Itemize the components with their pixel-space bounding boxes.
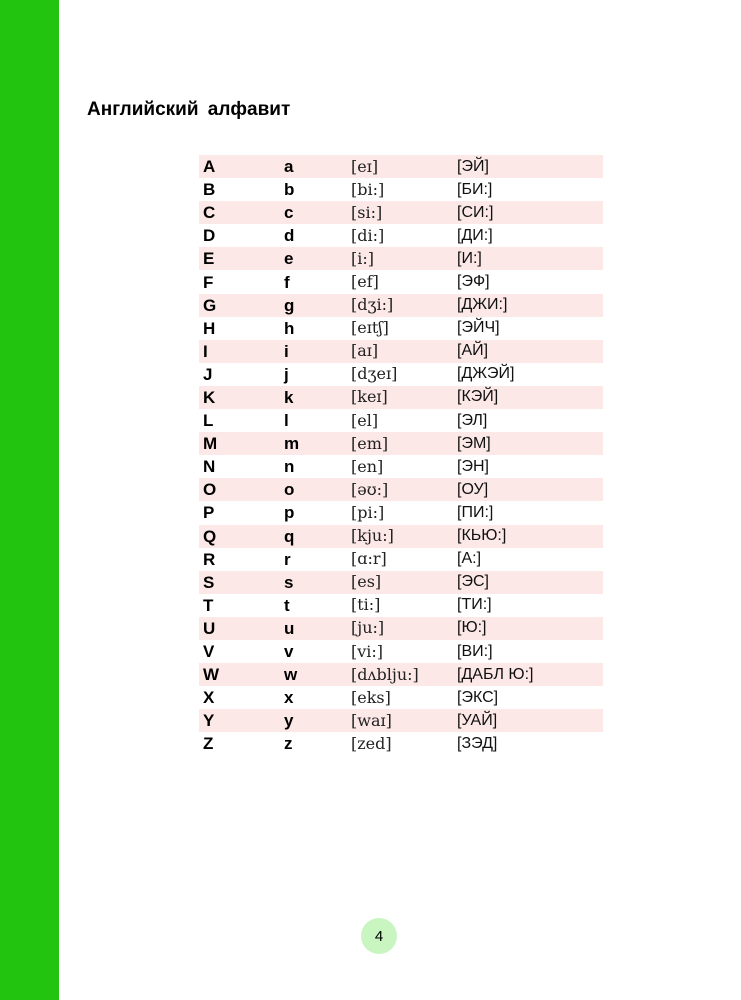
lowercase-letter: y [284,709,351,732]
russian-transcription: [УАЙ] [457,709,603,732]
lowercase-letter: c [284,201,351,224]
russian-transcription: [ЭФ] [457,273,490,291]
russian-transcription: [КЬЮ:] [457,525,603,548]
ipa-transcription: [eɪ] [351,155,457,178]
alphabet-row [199,409,603,432]
lowercase-letter: n [284,457,295,477]
alphabet-row [199,294,603,317]
lowercase-letter: e [284,247,351,270]
lowercase-letter: o [284,478,351,501]
ipa-transcription: [aɪ] [351,340,457,363]
russian-transcription: [ЭЛ] [457,411,488,429]
alphabet-table [199,155,603,755]
lowercase-letter: h [284,318,295,338]
uppercase-letter: Q [199,525,284,548]
lowercase-letter: p [284,503,295,523]
russian-transcription: [И:] [457,247,603,270]
russian-transcription: [ДЖИ:] [457,294,603,317]
alphabet-row [199,455,603,478]
russian-transcription: [ПИ:] [457,503,494,521]
uppercase-letter: L [203,411,214,431]
lowercase-letter: i [284,340,351,363]
russian-transcription: [Ю:] [457,617,603,640]
ipa-transcription: [əʊ:] [351,478,457,501]
ipa-transcription: [zed] [351,733,392,753]
lowercase-letter: q [284,525,351,548]
uppercase-letter: Y [199,709,284,732]
lowercase-letter: f [284,272,290,292]
russian-transcription: [ЭМ] [457,432,603,455]
lowercase-letter: g [284,294,351,317]
uppercase-letter: T [203,595,214,615]
uppercase-letter: M [199,432,284,455]
alphabet-row [199,270,603,293]
uppercase-letter: H [203,318,216,338]
alphabet-row [199,640,603,663]
ipa-transcription: [waɪ] [351,709,457,732]
russian-transcription: [ЭКС] [457,688,499,706]
lowercase-letter: z [284,734,293,754]
ipa-transcription: [en] [351,456,384,476]
uppercase-letter: K [199,386,284,409]
uppercase-letter: F [203,272,214,292]
russian-transcription: [ЭЙЧ] [457,319,500,337]
lowercase-letter: x [284,688,294,708]
russian-transcription: [АЙ] [457,340,603,363]
ipa-transcription: [pi:] [351,502,385,522]
uppercase-letter: V [203,642,215,662]
ipa-transcription: [i:] [351,247,457,270]
ipa-transcription: [ti:] [351,595,381,615]
alphabet-row [199,686,603,709]
lowercase-letter: j [284,364,289,384]
russian-transcription: [СИ:] [457,201,603,224]
ipa-transcription: [ɑ:r] [351,549,387,569]
russian-transcription: [ДАБЛ Ю:] [457,663,603,686]
russian-transcription: [А:] [457,550,482,568]
alphabet-row [199,501,603,524]
uppercase-letter: N [203,457,216,477]
alphabet-row [199,432,603,455]
lowercase-letter: w [284,663,351,686]
lowercase-letter: a [284,155,351,178]
ipa-transcription: [eɪtʃ] [351,318,389,338]
page-number: 4 [374,927,384,945]
alphabet-row [199,178,603,201]
ipa-transcription: [keɪ] [351,386,457,409]
alphabet-row [199,317,603,340]
russian-transcription: [ТИ:] [457,596,492,614]
lowercase-letter: t [284,595,290,615]
page-title: Английский алфавит [87,99,291,120]
uppercase-letter: W [199,663,284,686]
uppercase-letter: O [199,478,284,501]
alphabet-row [199,201,603,224]
alphabet-row [199,224,603,247]
lowercase-letter: m [284,432,351,455]
lowercase-letter: u [284,617,351,640]
ipa-transcription: [kju:] [351,525,457,548]
russian-transcription: [ЗЭД] [457,734,498,752]
russian-transcription: [ЭЙ] [457,155,603,178]
alphabet-row [199,663,603,686]
uppercase-letter: G [199,294,284,317]
russian-transcription: [ВИ:] [457,642,493,660]
russian-transcription: [ЭС] [457,571,603,594]
alphabet-row [199,617,603,640]
green-side-bar [0,0,59,1000]
lowercase-letter: b [284,180,295,200]
ipa-transcription: [dʒi:] [351,294,457,317]
uppercase-letter: I [199,340,284,363]
russian-transcription: [КЭЙ] [457,386,603,409]
lowercase-letter: k [284,386,351,409]
uppercase-letter: P [203,503,215,523]
uppercase-letter: X [203,688,215,708]
ipa-transcription: [bi:] [351,179,385,199]
lowercase-letter: s [284,571,351,594]
uppercase-letter: R [203,549,216,569]
lowercase-letter: l [284,411,289,431]
uppercase-letter: U [199,617,284,640]
russian-transcription: [БИ:] [457,180,493,198]
uppercase-letter: A [199,155,284,178]
alphabet-row [199,525,603,548]
ipa-transcription: [el] [351,410,379,430]
alphabet-row [199,340,603,363]
alphabet-row [199,732,603,755]
alphabet-row [199,548,603,571]
alphabet-row [199,155,603,178]
ipa-transcription: [di:] [351,225,385,245]
uppercase-letter: C [199,201,284,224]
ipa-transcription: [dʌblju:] [351,663,457,686]
lowercase-letter: v [284,642,294,662]
uppercase-letter: B [203,180,216,200]
ipa-transcription: [dʒeɪ] [351,364,398,384]
lowercase-letter: r [284,549,291,569]
lowercase-letter: d [284,226,295,246]
page-number-badge [361,918,397,954]
ipa-transcription: [si:] [351,201,457,224]
alphabet-row [199,247,603,270]
russian-transcription: [ЭН] [457,457,489,475]
alphabet-row [199,571,603,594]
alphabet-row [199,386,603,409]
alphabet-row [199,363,603,386]
ipa-transcription: [ju:] [351,617,457,640]
russian-transcription: [ОУ] [457,478,603,501]
ipa-transcription: [vi:] [351,641,384,661]
alphabet-table-body [199,155,603,755]
uppercase-letter: J [203,364,213,384]
uppercase-letter: E [199,247,284,270]
uppercase-letter: Z [203,734,214,754]
alphabet-row [199,478,603,501]
alphabet-row [199,709,603,732]
ipa-transcription: [ef] [351,272,379,292]
russian-transcription: [ДИ:] [457,226,493,244]
uppercase-letter: D [203,226,216,246]
uppercase-letter: S [199,571,284,594]
ipa-transcription: [es] [351,571,457,594]
ipa-transcription: [em] [351,432,457,455]
ipa-transcription: [eks] [351,687,391,707]
alphabet-row [199,594,603,617]
russian-transcription: [ДЖЭЙ] [457,365,515,383]
